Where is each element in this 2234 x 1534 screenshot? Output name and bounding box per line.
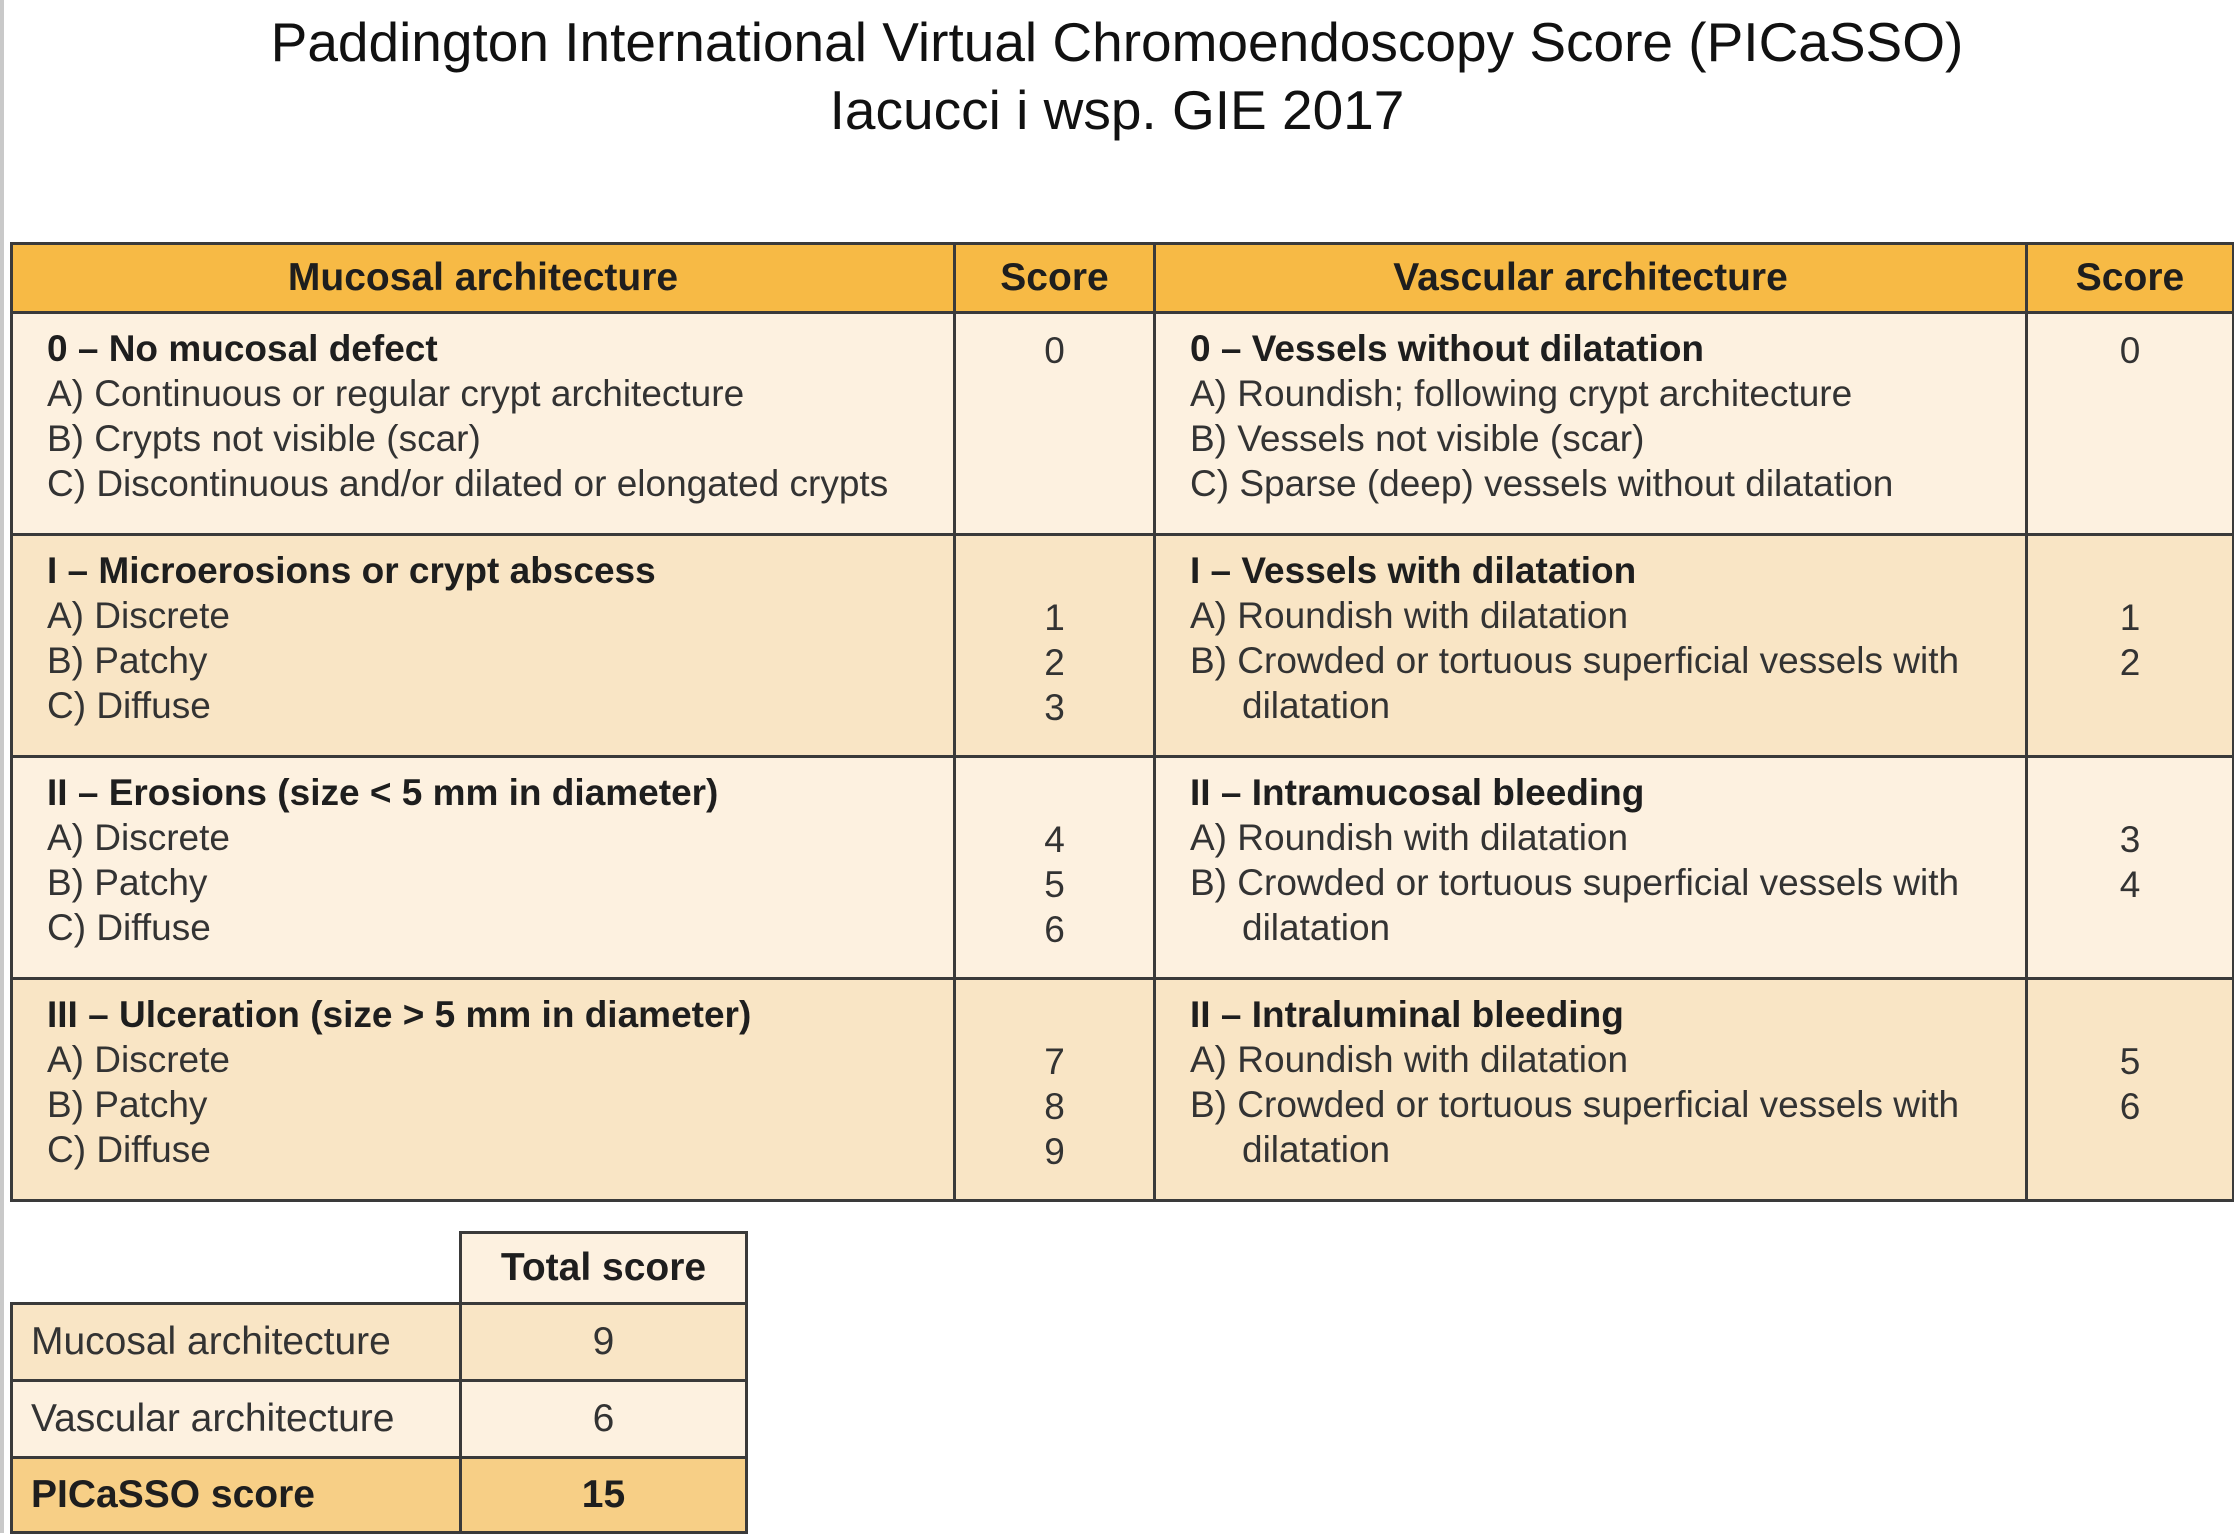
score-value: 0 [1044, 330, 1065, 371]
table-row [12, 535, 2234, 757]
total-score-table [10, 1231, 748, 1534]
vascular-cell [1155, 535, 2027, 757]
score-value: 1 [1044, 597, 1065, 638]
vascular-heading: I – Vessels with dilatation [1190, 550, 1637, 591]
vascular-heading: II – Intramucosal bleeding [1190, 772, 1645, 813]
mucosal-heading: 0 – No mucosal defect [47, 328, 438, 369]
score-value: 5 [2119, 1041, 2141, 1082]
vascular-item: A) Roundish with dilatation [1190, 817, 1629, 858]
mucosal-heading: I – Microerosions or crypt abscess [47, 550, 656, 591]
header-score-vascular: Score [2027, 244, 2234, 313]
picasso-table [10, 242, 2234, 1202]
score-spacer [956, 550, 1153, 595]
left-edge-bar [0, 0, 4, 1533]
total-row [12, 1304, 747, 1381]
mucosal-item: C) Diffuse [47, 685, 211, 726]
score-value: 7 [1044, 1041, 1065, 1082]
mucosal-score-cell [955, 979, 1155, 1201]
score-value: 2 [1044, 642, 1065, 683]
vascular-item: B) Crowded or tortuous superficial vessels with dilatation [1190, 1084, 1960, 1170]
vascular-cell [1155, 757, 2027, 979]
score-value: 6 [2119, 1086, 2141, 1127]
total-row [12, 1381, 747, 1458]
score-value: 3 [2119, 819, 2141, 860]
vascular-item: B) Crowded or tortuous superficial vessels with dilatation [1190, 862, 1960, 948]
score-value: 0 [2119, 330, 2141, 371]
score-value: 8 [1044, 1086, 1065, 1127]
mucosal-item: A) Discrete [47, 595, 230, 636]
mucosal-score-cell [955, 757, 1155, 979]
score-spacer [2028, 994, 2232, 1039]
vascular-score-cell [2027, 313, 2234, 535]
mucosal-item: C) Diffuse [47, 907, 211, 948]
vascular-item: B) Vessels not visible (scar) [1190, 418, 1645, 459]
table-row [12, 979, 2234, 1201]
mucosal-item: C) Discontinuous and/or dilated or elongated crypts [47, 463, 889, 504]
vascular-item: B) Crowded or tortuous superficial vessels with dilatation [1190, 640, 1960, 726]
score-value: 1 [2119, 597, 2141, 638]
title-line-1: Paddington International Virtual Chromoendoscopy Score (PICaSSO) [270, 11, 1964, 73]
score-value: 6 [1044, 909, 1065, 950]
score-value: 4 [1044, 819, 1065, 860]
table-header-row [12, 244, 2234, 313]
total-value: 6 [461, 1381, 747, 1458]
total-score-header: Total score [461, 1233, 747, 1304]
mucosal-item: A) Continuous or regular crypt architecture [47, 373, 745, 414]
table-row [12, 757, 2234, 979]
mucosal-heading: III – Ulceration (size > 5 mm in diameter) [47, 994, 752, 1035]
vascular-item: C) Sparse (deep) vessels without dilatation [1190, 463, 1894, 504]
mucosal-cell [12, 757, 955, 979]
vascular-score-cell [2027, 535, 2234, 757]
mucosal-item: C) Diffuse [47, 1129, 211, 1170]
mucosal-score-cell [955, 535, 1155, 757]
mucosal-item: B) Crypts not visible (scar) [47, 418, 481, 459]
vascular-item: A) Roundish with dilatation [1190, 595, 1629, 636]
vascular-score-cell [2027, 757, 2234, 979]
vascular-score-cell [2027, 979, 2234, 1201]
mucosal-cell [12, 979, 955, 1201]
total-header-row [12, 1233, 747, 1304]
mucosal-item: A) Discrete [47, 1039, 230, 1080]
vascular-cell [1155, 979, 2027, 1201]
mucosal-item: B) Patchy [47, 1084, 208, 1125]
vascular-item: A) Roundish with dilatation [1190, 1039, 1629, 1080]
page-title [0, 8, 2234, 144]
vascular-heading: II – Intraluminal bleeding [1190, 994, 1624, 1035]
score-value: 5 [1044, 864, 1065, 905]
score-value: 4 [2119, 864, 2141, 905]
mucosal-cell [12, 535, 955, 757]
blank-cell [12, 1233, 461, 1304]
mucosal-item: A) Discrete [47, 817, 230, 858]
title-line-2: Iacucci i wsp. GIE 2017 [829, 79, 1405, 141]
mucosal-score-cell [955, 313, 1155, 535]
picasso-score-value: 15 [461, 1458, 747, 1533]
header-mucosal-architecture: Mucosal architecture [12, 244, 955, 313]
score-spacer [956, 772, 1153, 817]
mucosal-heading: II – Erosions (size < 5 mm in diameter) [47, 772, 719, 813]
table-row [12, 313, 2234, 535]
total-label: Vascular architecture [12, 1381, 461, 1458]
mucosal-cell [12, 313, 955, 535]
total-label: Mucosal architecture [12, 1304, 461, 1381]
score-spacer [2028, 550, 2232, 595]
score-spacer [956, 994, 1153, 1039]
score-value: 2 [2119, 642, 2141, 683]
header-score-mucosal: Score [955, 244, 1155, 313]
picasso-score-row [12, 1458, 747, 1533]
vascular-cell [1155, 313, 2027, 535]
header-vascular-architecture: Vascular architecture [1155, 244, 2027, 313]
vascular-heading: 0 – Vessels without dilatation [1190, 328, 1705, 369]
score-value: 3 [1044, 687, 1065, 728]
mucosal-item: B) Patchy [47, 640, 208, 681]
score-spacer [2028, 772, 2232, 817]
picasso-score-label: PICaSSO score [12, 1458, 461, 1533]
vascular-item: A) Roundish; following crypt architecture [1190, 373, 1853, 414]
score-value: 9 [1044, 1131, 1065, 1172]
mucosal-item: B) Patchy [47, 862, 208, 903]
total-value: 9 [461, 1304, 747, 1381]
